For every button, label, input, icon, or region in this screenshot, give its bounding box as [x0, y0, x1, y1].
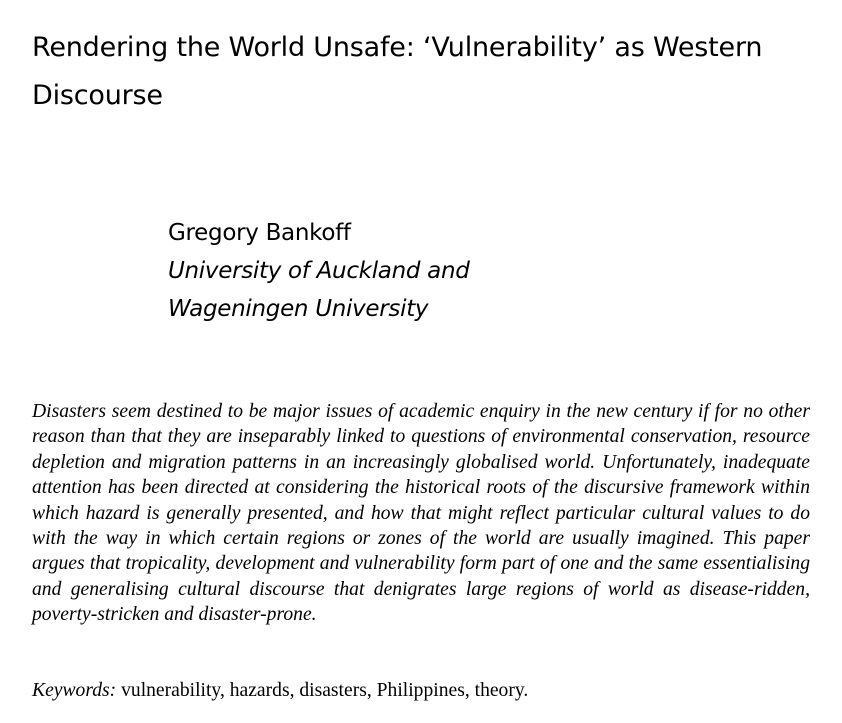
author-name: Gregory Bankoff: [168, 220, 351, 246]
keywords-label: Keywords:: [32, 680, 117, 701]
affiliation-line-2: Wageningen University: [168, 296, 429, 322]
abstract: Disasters seem destined to be major issues of academic enquiry in the new century if for no other reason than that they are inseparably linked to questions of environmental conservation, resource depletion and migration patterns in an increasingly globalised world. Unfortunately, inadequate attention has been directed at considering the historical roots of the discursive framework within which hazard is generally presented, and how that might reflect particular cultural values to do with the way in which certain regions or zones of the world are usually imagined. This paper argues that tropicality, development and vulnerability form part of one and the same essentialising and generalising cultural discourse that denigrates large regions of world as disease-ridden, poverty-stricken and disaster-prone.: [32, 401, 810, 626]
keywords-list: vulnerability, hazards, disasters, Philippines, theory.: [121, 680, 529, 701]
affiliation-line-1: University of Auckland and: [168, 258, 470, 284]
keywords-line: [32, 678, 810, 703]
author-block: [168, 214, 470, 328]
paper-title: Rendering the World Unsafe: ‘Vulnerability’ as Western Discourse: [32, 32, 763, 111]
